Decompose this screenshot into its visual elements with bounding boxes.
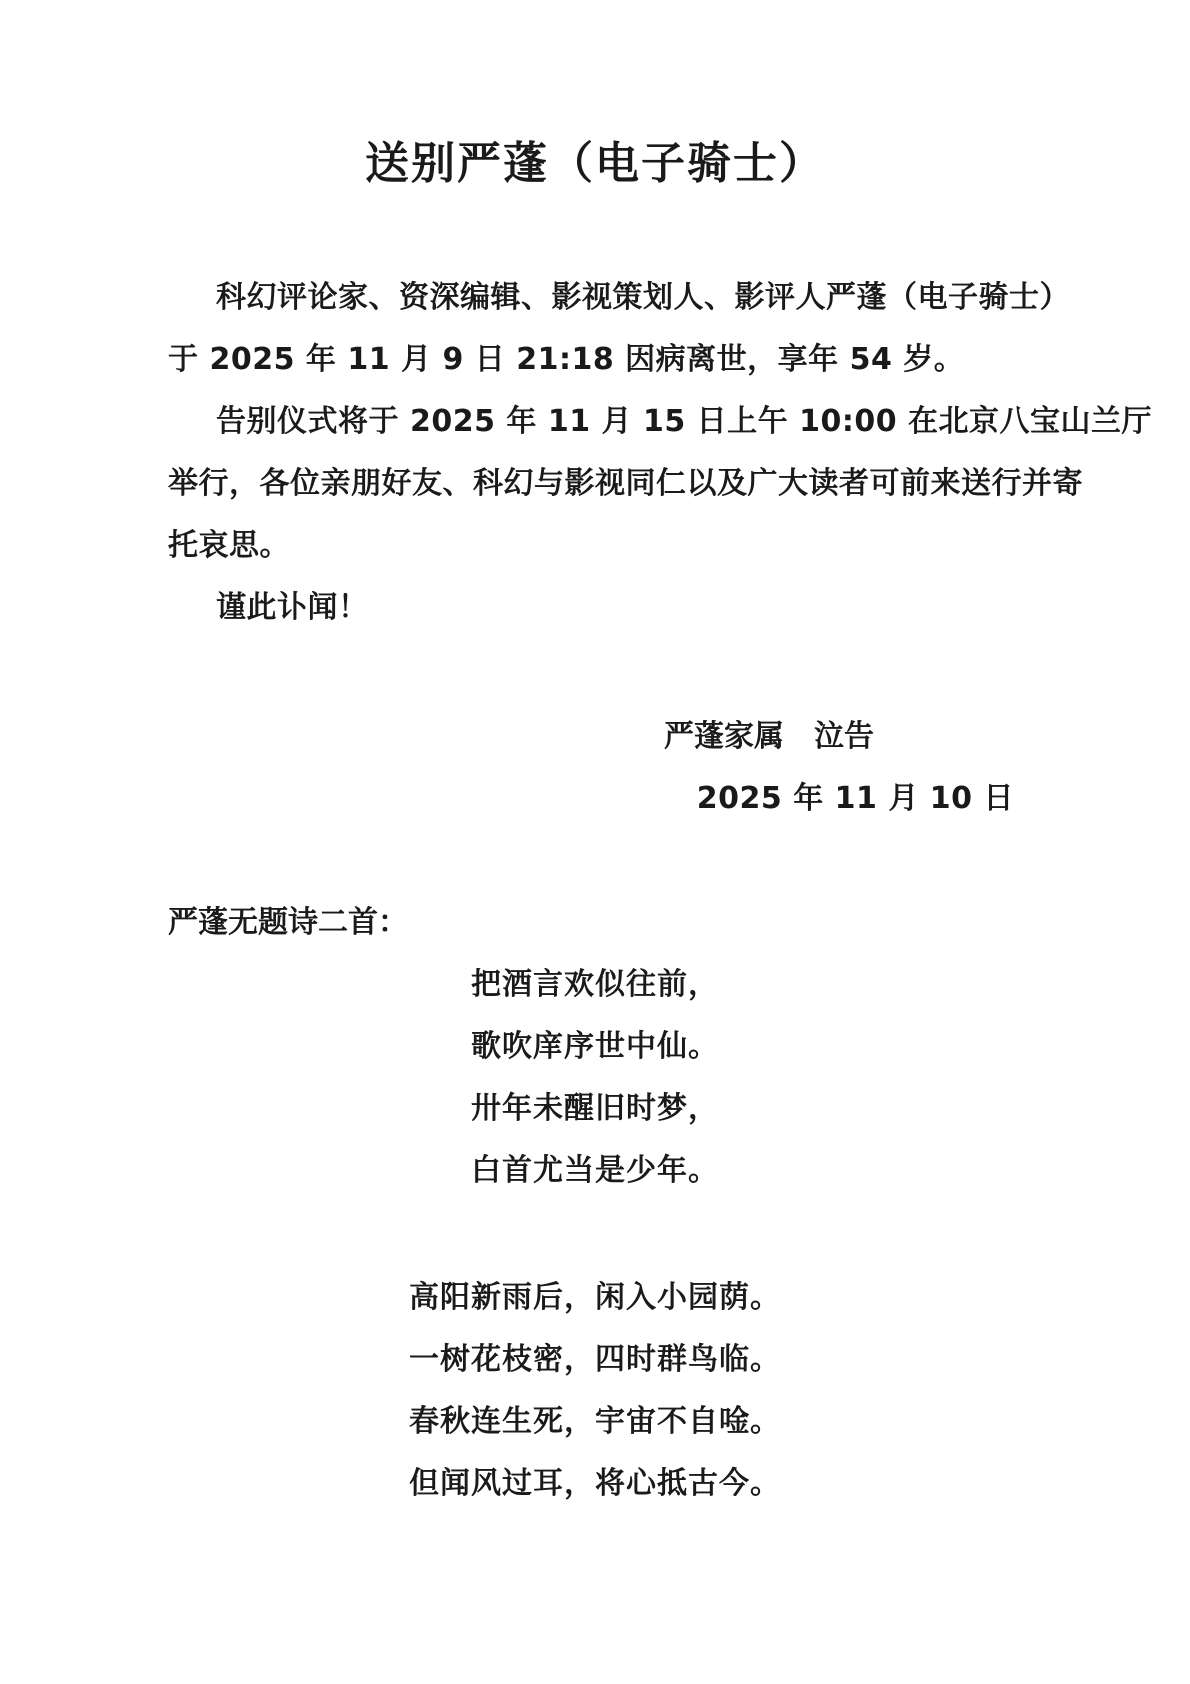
poems-section bbox=[168, 892, 1022, 954]
poem-one bbox=[168, 954, 1022, 1202]
poem-line: 高阳新雨后，闲入小园荫。 bbox=[409, 1280, 781, 1315]
poem-line: 卅年未醒旧时梦， bbox=[471, 1091, 719, 1126]
notice-body-line: 托哀思。 bbox=[168, 528, 290, 563]
signature-block bbox=[168, 706, 1022, 830]
notice-body-line: 举行，各位亲朋好友、科幻与影视同仁以及广大读者可前来送行并寄 bbox=[168, 466, 1083, 501]
poem-line: 歌吹庠序世中仙。 bbox=[471, 1029, 719, 1064]
poem-two bbox=[168, 1267, 1022, 1515]
notice-title: 送别严蓬（电子骑士） bbox=[365, 138, 825, 189]
notice-body-line: 谨此讣闻！ bbox=[216, 590, 369, 625]
notice-body-line: 告别仪式将于 2025 年 11 月 15 日上午 10:00 在北京八宝山兰厅 bbox=[216, 404, 1153, 439]
notice-body-line: 科幻评论家、资深编辑、影视策划人、影评人严蓬（电子骑士） bbox=[216, 280, 1070, 315]
notice-body bbox=[168, 267, 1153, 639]
poem-line: 把酒言欢似往前， bbox=[471, 967, 719, 1002]
signature-date: 2025 年 11 月 10 日 bbox=[696, 781, 1014, 816]
poem-line: 白首尤当是少年。 bbox=[471, 1153, 719, 1188]
poems-heading: 严蓬无题诗二首： bbox=[168, 905, 408, 940]
notice-body-line: 于 2025 年 11 月 9 日 21:18 因病离世，享年 54 岁。 bbox=[168, 342, 965, 377]
poem-line: 一树花枝密，四时群鸟临。 bbox=[409, 1342, 781, 1377]
poem-line: 但闻风过耳，将心抵古今。 bbox=[409, 1466, 781, 1501]
signature-name: 严蓬家属 泣告 bbox=[664, 719, 874, 754]
poem-line: 春秋连生死，宇宙不自唫。 bbox=[409, 1404, 781, 1439]
